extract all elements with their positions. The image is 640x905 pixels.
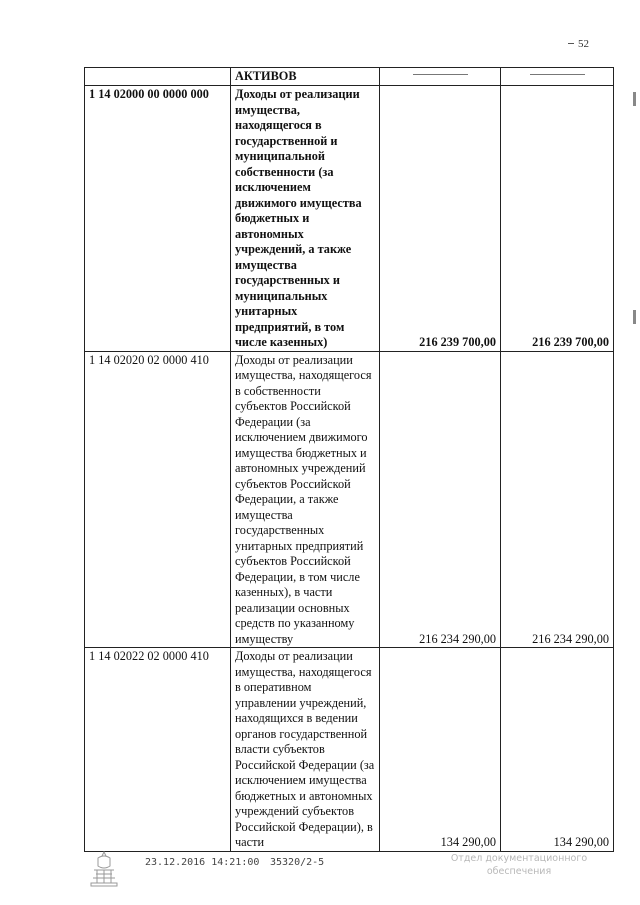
- amount-cell: [501, 68, 614, 86]
- code-cell: [85, 68, 231, 86]
- page-number-dash: [568, 43, 574, 44]
- page-number: 52: [578, 38, 589, 50]
- stamp-line: обеспечения: [486, 866, 552, 877]
- table-row: [85, 86, 614, 352]
- table-row: [85, 68, 614, 86]
- table-row: [85, 351, 614, 648]
- amount-cell: 216 239 700,00: [380, 86, 501, 352]
- coat-of-arms-icon: [88, 850, 120, 888]
- amount-cell: [380, 68, 501, 86]
- name-cell: АКТИВОВ: [231, 68, 380, 86]
- table-row: [85, 648, 614, 852]
- revenue-table: [84, 67, 614, 852]
- department-stamp: [444, 852, 594, 878]
- code-cell: 1 14 02020 02 0000 410: [85, 351, 231, 648]
- stamp-line: Отдел документационного: [450, 853, 588, 864]
- amount-cell: 216 239 700,00: [501, 86, 614, 352]
- scan-edge-mark: [633, 310, 636, 324]
- code-cell: 1 14 02022 02 0000 410: [85, 648, 231, 852]
- amount-cell: 134 290,00: [501, 648, 614, 852]
- name-cell: Доходы от реализации имущества, находящегося в оперативном управлении учреждений, находящихся в ведении органов государственной власти субъектов Российской Федерации (за исключением имущества бюджетных и автономных учреждений субъектов Российской Федерации), в части: [231, 648, 380, 852]
- scan-edge-mark: [633, 92, 636, 106]
- code-cell: 1 14 02000 00 0000 000: [85, 86, 231, 352]
- amount-cell: 216 234 290,00: [501, 351, 614, 648]
- amount-cell: 216 234 290,00: [380, 351, 501, 648]
- name-cell: Доходы от реализации имущества, находящегося в собственности субъектов Российской Федерации (за исключением движимого имущества бюджетных и автономных учреждений субъектов Российской Федерации, а также имущества государственных унитарных предприятий субъектов Российской Федерации, в том числе казенных), в части реализации основных средств по указанному имуществу: [231, 351, 380, 648]
- footer-doc-number: 35320/2-5: [270, 857, 325, 868]
- name-cell: Доходы от реализации имущества, находящегося в государственной и муниципальной собственности (за исключением движимого имущества бюджетных и автономных учреждений, а также имущества государственных и муниципальных унитарных предприятий, в том числе казенных): [231, 86, 380, 352]
- amount-cell: 134 290,00: [380, 648, 501, 852]
- footer-datetime: 23.12.2016 14:21:00: [145, 857, 260, 868]
